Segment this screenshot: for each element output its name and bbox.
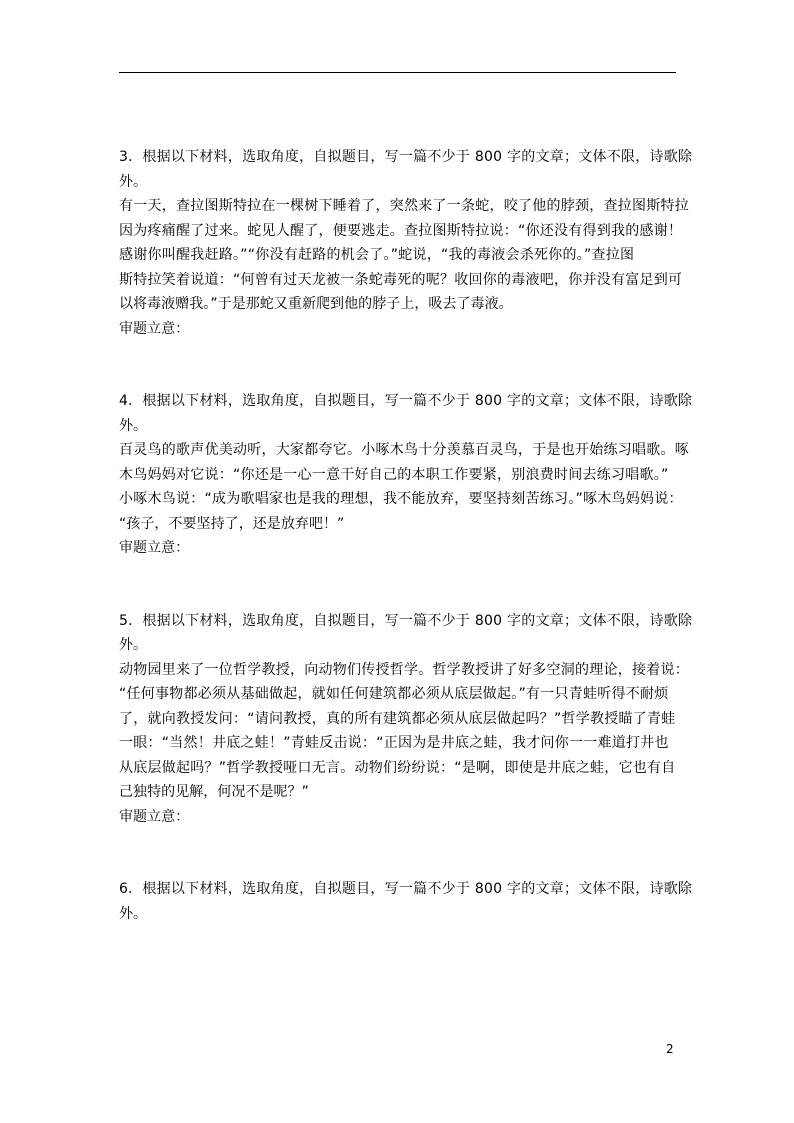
- page-number: 2: [666, 1042, 674, 1056]
- analysis-label: 审题立意：: [119, 320, 190, 337]
- question-prompt-line: 外。: [119, 905, 148, 922]
- material-line: 因为疼痛醒了过来。蛇见人醒了，便要逃走。查拉图斯特拉说：“你还没有得到我的感谢！: [119, 222, 683, 239]
- material-line: 百灵鸟的歌声优美动听，大家都夸它。小啄木鸟十分羡慕百灵鸟，于是也开始练习唱歌。啄: [119, 442, 689, 458]
- material-line: 从底层做起吗？”哲学教授哑口无言。动物们纷纷说：“是啊，即使是井底之蛙，它也有自: [119, 759, 676, 776]
- analysis-label: 审题立意：: [119, 540, 190, 556]
- material-line: 有一天，查拉图斯特拉在一棵树下睡着了，突然来了一条蛇，咬了他的脖颈，查拉图斯特拉: [119, 198, 689, 214]
- question-prompt-line: 5．根据以下材料，选取角度，自拟题目，写一篇不少于 800 字的文章；文体不限，诗歌除: [119, 612, 693, 629]
- question-4: [119, 389, 693, 561]
- question-prompt-line: 外。: [119, 173, 148, 190]
- question-prompt-line: 4．根据以下材料，选取角度，自拟题目，写一篇不少于 800 字的文章；文体不限，诗歌除: [119, 393, 693, 409]
- material-line: 动物园里来了一位哲学教授，向动物们传授哲学。哲学教授讲了好多空洞的理论，接着说：: [119, 661, 689, 678]
- question-prompt-line: 外。: [119, 417, 148, 434]
- analysis-label: 审题立意：: [119, 808, 190, 825]
- question-6: [119, 877, 693, 926]
- question-prompt-line: 3．根据以下材料，选取角度，自拟题目，写一篇不少于 800 字的文章；文体不限，诗歌除: [119, 149, 693, 165]
- material-line: “孩子，不要坚持了，还是放弃吧！”: [119, 515, 345, 532]
- material-line: 小啄木鸟说：“成为歌唱家也是我的理想，我不能放弃，要坚持刻苦练习。”啄木鸟妈妈说：: [119, 491, 683, 507]
- header-rule: [119, 72, 676, 73]
- question-5: [119, 609, 693, 830]
- material-line: 斯特拉笑着说道：“何曾有过天龙被一条蛇毒死的呢？收回你的毒液吧，你并没有富足到可: [119, 271, 683, 288]
- question-prompt-line: 外。: [119, 637, 148, 653]
- question-3: [119, 145, 693, 341]
- material-line: 了，就向教授发问：“请问教授，真的所有建筑都必须从底层做起吗？”哲学教授瞄了青蛙: [119, 710, 676, 727]
- document-body: [119, 145, 693, 926]
- material-line: “任何事物都必须从基础做起，就如任何建筑都必须从底层做起。”有一只青蛙听得不耐烦: [119, 686, 669, 702]
- material-line: 一眼：“当然！井底之蛙！”青蛙反击说：“正因为是井底之蛙，我才问你一一难道打井也: [119, 735, 669, 751]
- material-line: 木鸟妈妈对它说：“你还是一心一意干好自己的本职工作要紧，别浪费时间去练习唱歌。”: [119, 466, 669, 483]
- material-line: 感谢你叫醒我赶路。”“你没有赶路的机会了。”蛇说，“我的毒液会杀死你的。”查拉图: [119, 247, 635, 263]
- material-line: 以将毒液赠我。”于是那蛇又重新爬到他的脖子上，吸去了毒液。: [119, 296, 513, 312]
- material-line: 己独特的见解，何况不是呢？”: [119, 784, 309, 800]
- question-prompt-line: 6．根据以下材料，选取角度，自拟题目，写一篇不少于 800 字的文章；文体不限，诗歌除: [119, 881, 693, 897]
